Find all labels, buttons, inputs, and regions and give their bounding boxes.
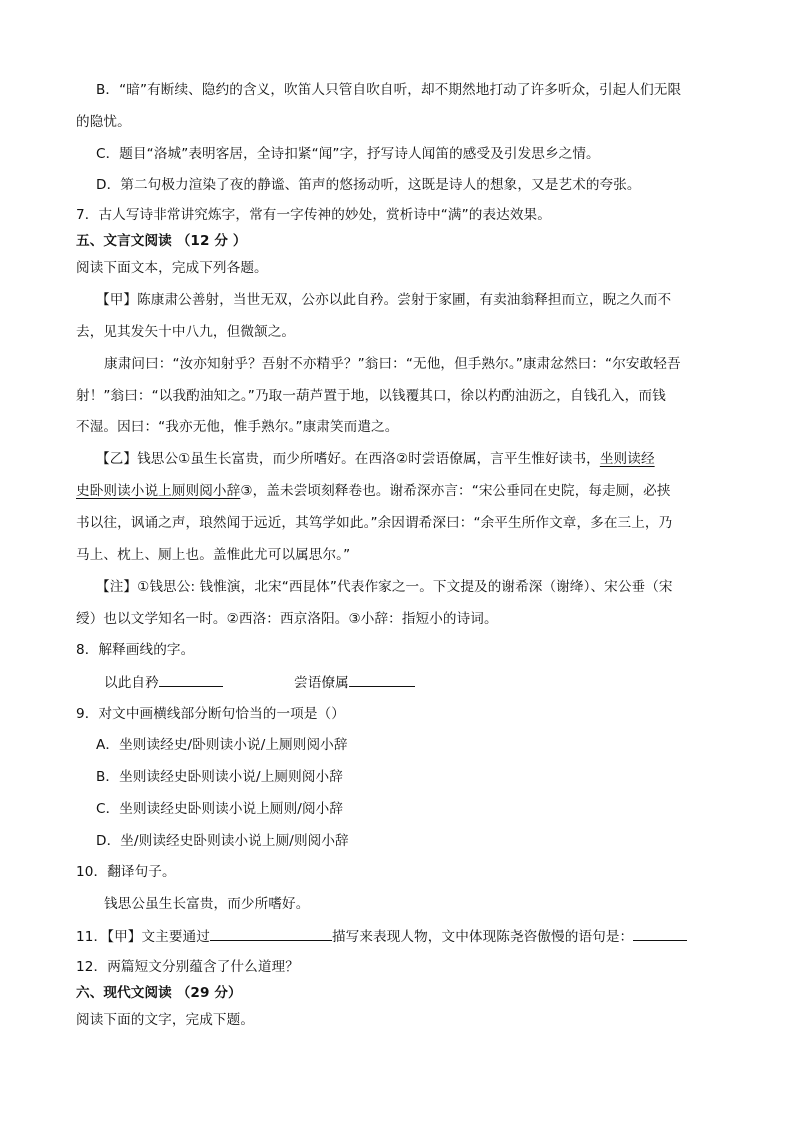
q6-option-d: D．第二句极力渲染了夜的静谧、笛声的悠扬动听，这既是诗人的想象，又是艺术的夸张。 xyxy=(96,177,641,193)
passage-jia-p2-line1: 康肃问曰：“汝亦知射乎？吾射不亦精乎？”翁曰：“无他，但手熟尔。”康肃忿然曰：“尔安敢轻吾 xyxy=(104,356,681,372)
passage-yi-line4: 马上、枕上、厕上也。盖惟此尤可以属思尔。” xyxy=(76,547,351,563)
section-5-instruction: 阅读下面文本，完成下列各题。 xyxy=(76,260,268,276)
question-11-text-2: 描写来表现人物，文中体现陈尧咨傲慢的语句是： xyxy=(331,929,634,945)
question-10-sentence: 钱思公虽生长富贵，而少所嗜好。 xyxy=(104,896,310,912)
passage-jia-p2-line2: 射！”翁曰：“以我酌油知之。”乃取一葫芦置于地，以钱覆其口，徐以杓酌油沥之，自钱孔入，而钱 xyxy=(76,388,666,404)
question-8-item-1-text: 以此自矜 xyxy=(104,675,159,691)
answer-blank[interactable] xyxy=(159,672,223,687)
question-9-option-b[interactable]: B．坐则读经史卧则读小说/上厕则阅小辞 xyxy=(96,769,343,785)
underlined-sentence-part2: 史卧则读小说上厕则阅小辞 xyxy=(76,483,241,499)
section-5-title: 五、文言文阅读 （12 分 ） xyxy=(76,233,247,249)
q6-option-c: C．题目“洛城”表明客居，全诗扣紧“闻”字，抒写诗人闻笛的感受及引发思乡之情。 xyxy=(96,146,600,162)
question-9-option-a[interactable]: A．坐则读经史/卧则读小说/上厕则阅小辞 xyxy=(96,737,348,753)
question-8-stem: 8．解释画线的字。 xyxy=(76,642,195,658)
passage-yi-line2 xyxy=(76,481,671,501)
answer-blank[interactable] xyxy=(210,926,332,941)
note-line2: 绶）也以文学知名一时。②西洛：西京洛阳。③小辞：指短小的诗词。 xyxy=(76,611,498,627)
question-7: 7．古人写诗非常讲究炼字，常有一字传神的妙处，赏析诗中“满”的表达效果。 xyxy=(76,207,551,223)
section-6-instruction: 阅读下面的文字，完成下题。 xyxy=(76,1012,255,1028)
passage-yi-line2-text: ③，盖未尝顷刻释卷也。谢希深亦言：“宋公垂同在史院，每走厕，必挟 xyxy=(240,483,671,499)
question-9-option-d[interactable]: D．坐/则读经史卧则读小说上厕/则阅小辞 xyxy=(96,833,349,849)
question-8-item-1 xyxy=(104,672,223,693)
question-10-stem: 10．翻译句子。 xyxy=(76,864,176,880)
section-6-title: 六、现代文阅读 （29 分） xyxy=(76,985,242,1001)
question-11-text: 11．【甲】文主要通过 xyxy=(76,929,210,945)
passage-jia-p1-line1: 【甲】陈康肃公善射，当世无双，公亦以此自矜。尝射于家圃，有卖油翁释担而立，睨之久而不 xyxy=(96,292,672,308)
question-9-stem: 9．对文中画横线部分断句恰当的一项是（） xyxy=(76,706,345,722)
question-8-item-2-text: 尝语僚属 xyxy=(294,675,349,691)
q6-option-b-line2: 的隐忧。 xyxy=(76,114,131,130)
note-line1: 【注】①钱思公: 钱惟演，北宋“西昆体”代表作家之一。下文提及的谢希深（谢绛）、宋公垂（宋 xyxy=(96,579,673,595)
passage-yi-line1-text: 【乙】钱思公①虽生长富贵，而少所嗜好。在西洛②时尝语僚属，言平生惟好读书， xyxy=(96,451,600,467)
question-9-option-c[interactable]: C．坐则读经史卧则读小说上厕则/阅小辞 xyxy=(96,801,344,817)
underlined-sentence-part1: 坐则读经 xyxy=(599,451,655,467)
passage-jia-p2-line3: 不湿。因曰：“我亦无他，惟手熟尔。”康肃笑而遣之。 xyxy=(76,419,399,435)
passage-yi-line3: 书以往，讽诵之声，琅然闻于远近，其笃学如此。”余因谓希深曰：“余平生所作文章，多在三上，乃 xyxy=(76,515,673,531)
answer-blank[interactable] xyxy=(349,672,415,687)
question-11 xyxy=(76,926,687,947)
q6-option-b-line1: B．“暗”有断续、隐约的含义，吹笛人只管自吹自听，却不期然地打动了许多听众，引起人们无限 xyxy=(96,82,682,98)
question-12: 12．两篇短文分别蕴含了什么道理？ xyxy=(76,959,299,975)
question-8-item-2 xyxy=(294,672,415,693)
passage-yi-line1 xyxy=(96,449,655,469)
passage-jia-p1-line2: 去，见其发矢十中八九，但微颔之。 xyxy=(76,324,296,340)
answer-blank[interactable] xyxy=(633,926,687,941)
